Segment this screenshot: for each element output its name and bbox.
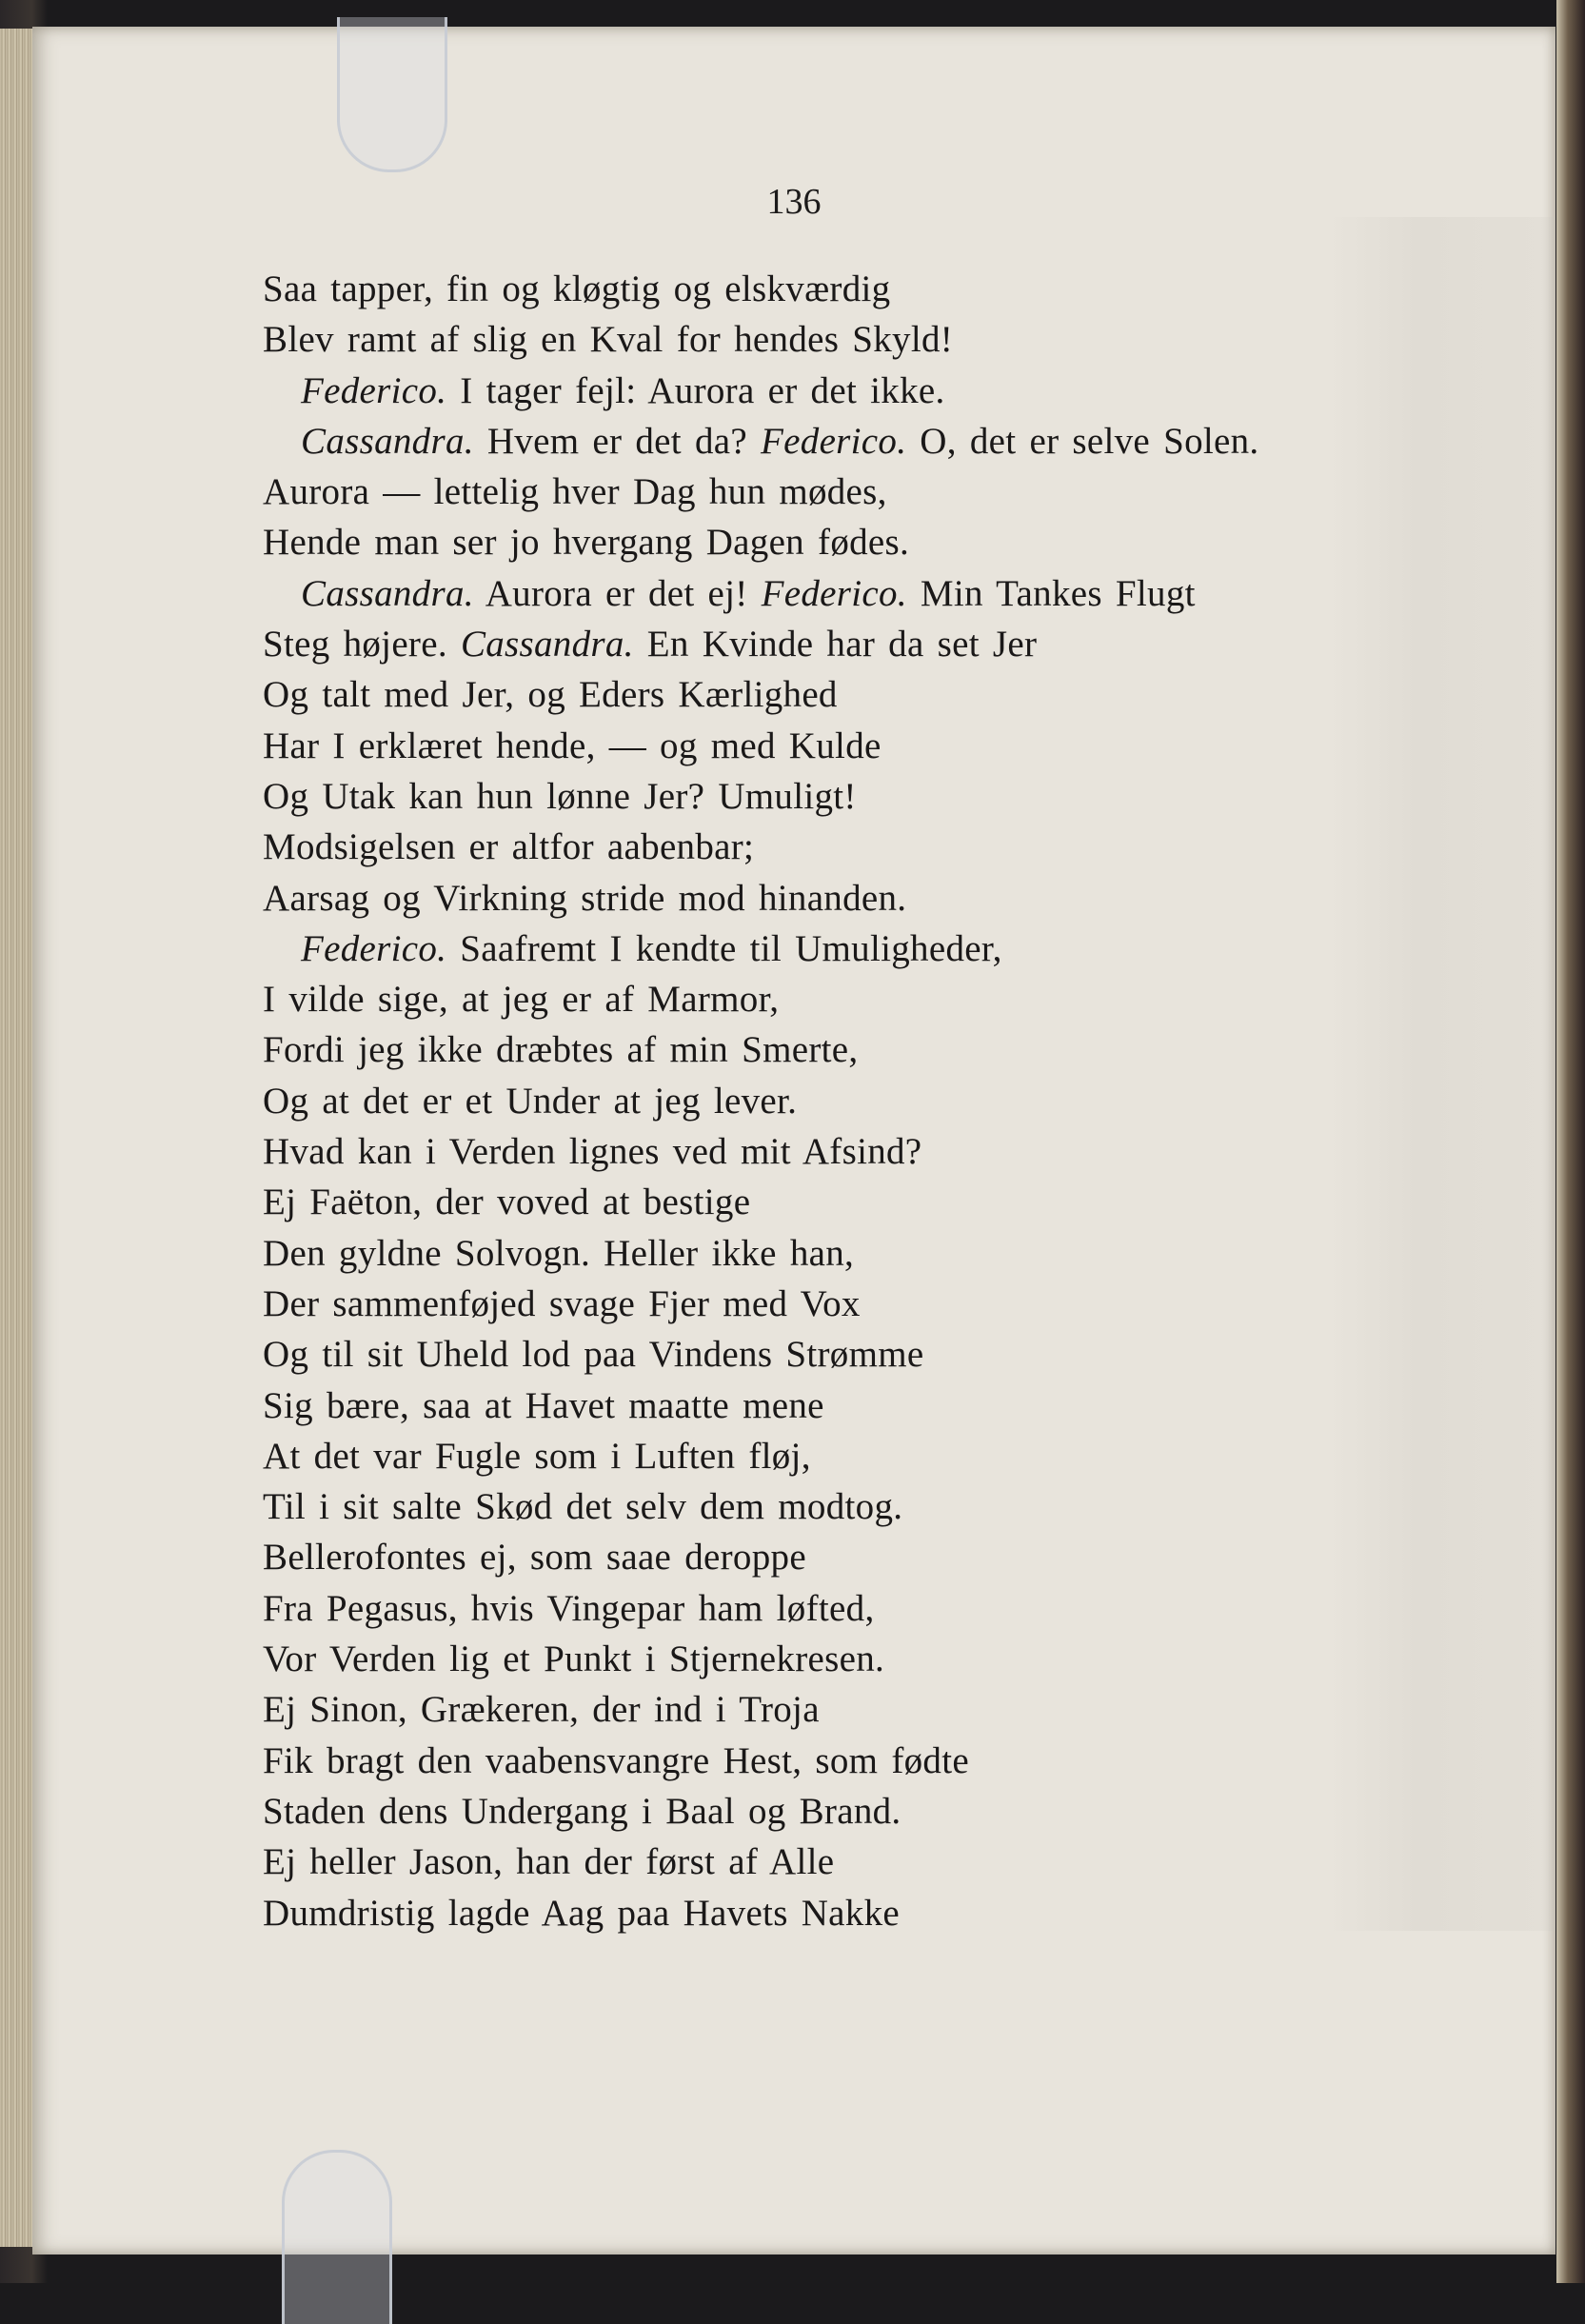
verse-line	[263, 1888, 1529, 1938]
book-page-edges-left	[0, 29, 32, 2247]
speaker-name: Cassandra.	[460, 624, 634, 665]
verse-line	[263, 669, 1529, 720]
verse-line	[263, 467, 1529, 517]
verse-text-segment: Bellerofontes ej, som saae deroppe	[263, 1537, 806, 1579]
verse-text-segment: Vor Verden lig et Punkt i Stjernekresen.	[263, 1639, 885, 1680]
verse-line	[263, 264, 1529, 314]
page-clip-top	[337, 17, 447, 172]
verse-line	[263, 974, 1529, 1024]
speaker-name: Cassandra.	[301, 420, 474, 462]
verse-text-segment: I vilde sige, at jeg er af Marmor,	[263, 979, 780, 1021]
verse-line	[263, 822, 1529, 872]
verse-line	[263, 1837, 1529, 1887]
verse-line	[263, 1228, 1529, 1279]
verse-text-segment: I tager fejl: Aurora er det ikke.	[446, 369, 945, 411]
verse-line	[263, 1126, 1529, 1177]
verse-text-segment: Fordi jeg ikke dræbtes af min Smerte,	[263, 1029, 859, 1071]
verse-text	[263, 264, 1529, 1938]
verse-text-segment: Der sammenføjed svage Fjer med Vox	[263, 1282, 861, 1324]
verse-text-segment: Hende man ser jo hvergang Dagen fødes.	[263, 522, 910, 564]
verse-line	[263, 568, 1529, 619]
verse-text-segment: Den gyldne Solvogn. Heller ikke han,	[263, 1232, 855, 1274]
verse-line	[263, 1024, 1529, 1075]
verse-line	[263, 1076, 1529, 1126]
verse-line	[263, 1380, 1529, 1431]
speaker-name: Cassandra.	[301, 572, 474, 614]
verse-text-segment: Dumdristig lagde Aag paa Havets Nakke	[263, 1892, 901, 1934]
verse-line	[263, 1583, 1529, 1634]
verse-text-segment: Blev ramt af slig en Kval for hendes Skyld!	[263, 319, 954, 361]
speaker-name: Federico.	[301, 927, 447, 969]
verse-text-segment: Hvem er det da?	[473, 420, 762, 462]
speaker-name: Federico.	[761, 572, 907, 614]
verse-text-segment: Har I erklæret hende, — og med Kulde	[263, 725, 882, 766]
verse-text-segment: Min Tankes Flugt	[906, 572, 1196, 614]
verse-line	[263, 1532, 1529, 1582]
page-clip-bottom	[282, 2150, 392, 2324]
verse-line	[263, 771, 1529, 822]
verse-line	[263, 314, 1529, 365]
verse-line	[263, 416, 1529, 467]
verse-line	[263, 1279, 1529, 1329]
verse-line	[263, 1177, 1529, 1227]
verse-line	[263, 873, 1529, 924]
verse-text-segment: Aarsag og Virkning stride mod hinanden.	[263, 877, 907, 919]
book-page	[32, 27, 1555, 2254]
verse-line	[263, 1329, 1529, 1380]
verse-text-segment: Og Utak kan hun lønne Jer? Umuligt!	[263, 775, 857, 817]
verse-line	[263, 1684, 1529, 1735]
verse-text-segment: Steg højere.	[263, 624, 461, 665]
verse-text-segment: Til i sit salte Skød det selv dem modtog.	[263, 1486, 903, 1528]
book-cover-edge-right	[1556, 0, 1585, 2283]
verse-text-segment: Og til sit Uheld lod paa Vindens Strømme	[263, 1334, 924, 1376]
verse-line	[263, 1736, 1529, 1786]
verse-text-segment: Aurora er det ej!	[473, 572, 762, 614]
speaker-name: Federico.	[301, 369, 447, 411]
verse-text-segment: Saa tapper, fin og kløgtig og elskværdig	[263, 268, 891, 309]
verse-line	[263, 366, 1529, 416]
verse-line	[263, 1481, 1529, 1532]
verse-text-segment: O, det er selve Solen.	[906, 420, 1259, 462]
verse-text-segment: Og at det er et Under at jeg lever.	[263, 1080, 798, 1122]
verse-text-segment: Fra Pegasus, hvis Vingepar ham løfted,	[263, 1587, 875, 1629]
verse-text-segment: Aurora — lettelig hver Dag hun mødes,	[263, 471, 887, 513]
verse-text-segment: Saafremt I kendte til Umuligheder,	[446, 927, 1002, 969]
verse-line	[263, 924, 1529, 974]
verse-text-segment: En Kvinde har da set Jer	[633, 624, 1038, 665]
verse-text-segment: Modsigelsen er altfor aabenbar;	[263, 826, 755, 868]
verse-line	[263, 1786, 1529, 1837]
verse-line	[263, 1634, 1529, 1684]
verse-text-segment: Staden dens Undergang i Baal og Brand.	[263, 1790, 901, 1832]
verse-text-segment: Hvad kan i Verden lignes ved mit Afsind?	[263, 1131, 922, 1173]
verse-text-segment: Ej Sinon, Grækeren, der ind i Troja	[263, 1689, 820, 1731]
verse-text-segment: Fik bragt den vaabensvangre Hest, som fødte	[263, 1739, 969, 1781]
verse-line	[263, 517, 1529, 567]
verse-line	[263, 1431, 1529, 1481]
page-number: 136	[766, 182, 822, 222]
verse-text-segment: Sig bære, saa at Havet maatte mene	[263, 1384, 824, 1426]
verse-text-segment: Og talt med Jer, og Eders Kærlighed	[263, 674, 838, 716]
verse-text-segment: Ej heller Jason, han der først af Alle	[263, 1841, 835, 1883]
verse-text-segment: At det var Fugle som i Luften fløj,	[263, 1435, 811, 1477]
verse-line	[263, 721, 1529, 771]
speaker-name: Federico.	[761, 420, 907, 462]
verse-text-segment: Ej Faëton, der voved at bestige	[263, 1182, 751, 1223]
verse-line	[263, 619, 1529, 669]
